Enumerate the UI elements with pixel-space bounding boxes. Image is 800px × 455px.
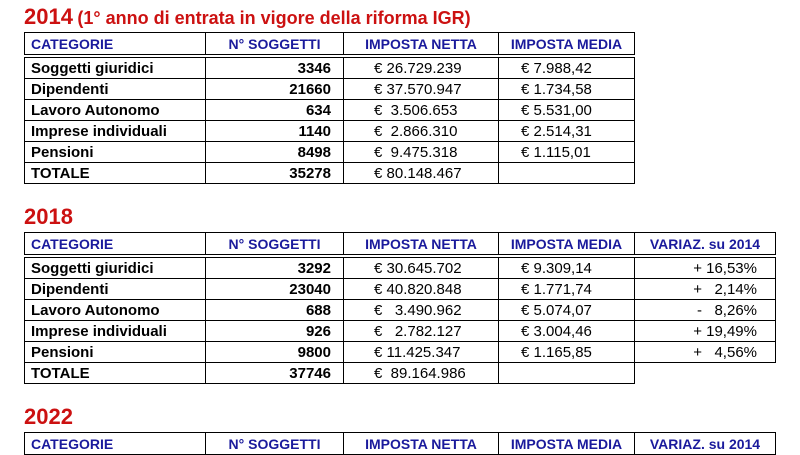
header-imposta-netta: IMPOSTA NETTA [344, 433, 499, 455]
table-row [25, 321, 776, 342]
cell-imposta-media: € 1.734,58 [499, 79, 635, 100]
section-year: 2022 [24, 404, 73, 429]
header-row [25, 433, 776, 455]
section-subtitle: (1° anno di entrata in vigore della riforma IGR) [77, 8, 471, 28]
cell-imposta-netta: € 2.866.310 [344, 121, 499, 142]
cell-totale-soggetti: 37746 [206, 363, 344, 384]
header-soggetti: N° SOGGETTI [206, 233, 344, 255]
cell-categoria: Imprese individuali [25, 321, 206, 342]
table-row [25, 142, 635, 163]
cell-imposta-media: € 5.074,07 [499, 300, 635, 321]
cell-empty [635, 363, 776, 384]
header-categorie: CATEGORIE [25, 233, 206, 255]
cell-empty [499, 363, 635, 384]
cell-totale-soggetti: 35278 [206, 163, 344, 184]
header-imposta-media: IMPOSTA MEDIA [499, 433, 635, 455]
cell-totale-netta: € 89.164.986 [344, 363, 499, 384]
cell-soggetti: 688 [206, 300, 344, 321]
header-categorie: CATEGORIE [25, 433, 206, 455]
cell-soggetti: 3346 [206, 58, 344, 79]
cell-variazione: + 2,14% [635, 279, 776, 300]
cell-totale-label: TOTALE [25, 363, 206, 384]
header-row [25, 233, 776, 255]
cell-imposta-media: € 2.514,31 [499, 121, 635, 142]
cell-variazione: + 4,56% [635, 342, 776, 363]
cell-imposta-media: € 1.115,01 [499, 142, 635, 163]
cell-imposta-netta: € 2.782.127 [344, 321, 499, 342]
cell-soggetti: 3292 [206, 258, 344, 279]
header-imposta-netta: IMPOSTA NETTA [344, 233, 499, 255]
table-row [25, 279, 776, 300]
cell-imposta-netta: € 30.645.702 [344, 258, 499, 279]
table-row [25, 121, 635, 142]
cell-categoria: Soggetti giuridici [25, 258, 206, 279]
cell-soggetti: 634 [206, 100, 344, 121]
header-imposta-netta: IMPOSTA NETTA [344, 33, 499, 55]
header-imposta-media: IMPOSTA MEDIA [499, 233, 635, 255]
total-row [25, 163, 635, 184]
cell-categoria: Lavoro Autonomo [25, 100, 206, 121]
table-row [25, 300, 776, 321]
header-categorie: CATEGORIE [25, 33, 206, 55]
cell-categoria: Dipendenti [25, 279, 206, 300]
section-title-2018 [24, 204, 73, 230]
header-soggetti: N° SOGGETTI [206, 33, 344, 55]
cell-imposta-netta: € 37.570.947 [344, 79, 499, 100]
header-imposta-media: IMPOSTA MEDIA [499, 33, 635, 55]
cell-totale-netta: € 80.148.467 [344, 163, 499, 184]
cell-empty [499, 163, 635, 184]
cell-categoria: Pensioni [25, 342, 206, 363]
section-title-2022 [24, 404, 73, 430]
cell-imposta-netta: € 9.475.318 [344, 142, 499, 163]
header-variazione: VARIAZ. su 2014 [635, 233, 776, 255]
cell-variazione: + 19,49% [635, 321, 776, 342]
total-row [25, 363, 776, 384]
table-row [25, 100, 635, 121]
table-row [25, 79, 635, 100]
cell-categoria: Dipendenti [25, 79, 206, 100]
cell-imposta-netta: € 26.729.239 [344, 58, 499, 79]
section-year: 2014 [24, 4, 73, 29]
cell-categoria: Soggetti giuridici [25, 58, 206, 79]
cell-categoria: Pensioni [25, 142, 206, 163]
table-2022 [24, 432, 776, 455]
section-year: 2018 [24, 204, 73, 229]
cell-imposta-netta: € 11.425.347 [344, 342, 499, 363]
section-title-2014 [24, 4, 471, 30]
cell-soggetti: 1140 [206, 121, 344, 142]
table-row [25, 258, 776, 279]
cell-variazione: + 16,53% [635, 258, 776, 279]
cell-soggetti: 926 [206, 321, 344, 342]
cell-imposta-media: € 7.988,42 [499, 58, 635, 79]
table-row [25, 58, 635, 79]
cell-imposta-netta: € 40.820.848 [344, 279, 499, 300]
cell-imposta-netta: € 3.506.653 [344, 100, 499, 121]
cell-soggetti: 21660 [206, 79, 344, 100]
header-row [25, 33, 635, 55]
cell-imposta-media: € 3.004,46 [499, 321, 635, 342]
cell-soggetti: 9800 [206, 342, 344, 363]
cell-imposta-media: € 5.531,00 [499, 100, 635, 121]
cell-imposta-netta: € 3.490.962 [344, 300, 499, 321]
cell-categoria: Imprese individuali [25, 121, 206, 142]
cell-totale-label: TOTALE [25, 163, 206, 184]
cell-imposta-media: € 1.165,85 [499, 342, 635, 363]
cell-soggetti: 8498 [206, 142, 344, 163]
cell-soggetti: 23040 [206, 279, 344, 300]
cell-categoria: Lavoro Autonomo [25, 300, 206, 321]
cell-imposta-media: € 9.309,14 [499, 258, 635, 279]
header-variazione: VARIAZ. su 2014 [635, 433, 776, 455]
table-2014 [24, 32, 635, 184]
table-row [25, 342, 776, 363]
cell-imposta-media: € 1.771,74 [499, 279, 635, 300]
table-2018 [24, 232, 776, 384]
header-soggetti: N° SOGGETTI [206, 433, 344, 455]
cell-variazione: - 8,26% [635, 300, 776, 321]
